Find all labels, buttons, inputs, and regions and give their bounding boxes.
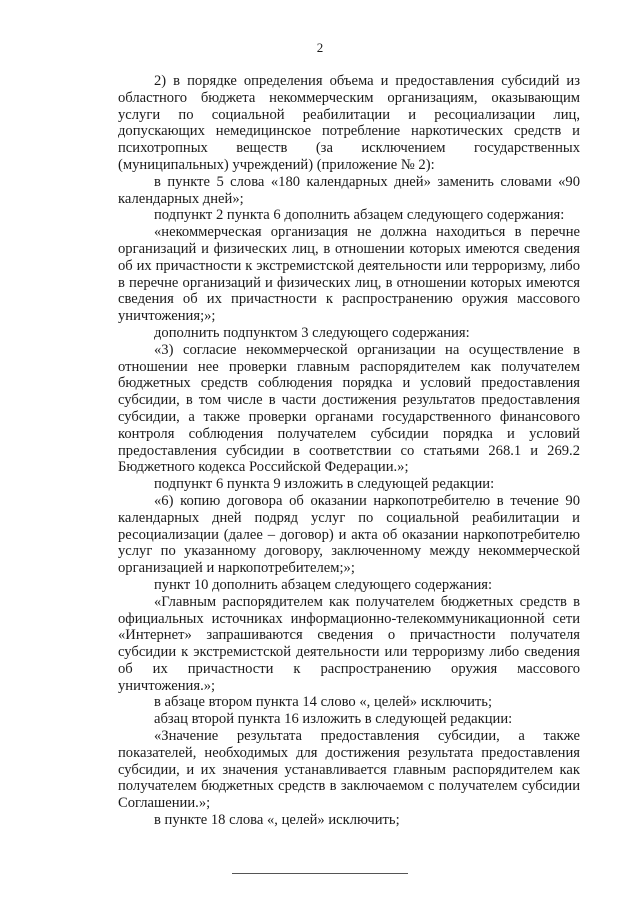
paragraph-subpoint-3-text: «3) согласие некоммерческой организации на осуществление в отношении нее проверки главным распорядителем как получателем бюджетных средств соблюдения порядка и условий предоставления субсидии, в том числе в части достижения результатов предоставления субсидии, а также проверки органами государственного финансового контроля соблюдения получателем субсидии порядка и условий предоставления субсидии в соответствии со статьями 268.1 и 269.2 Бюджетного кодекса Российской Федерации.»; <box>118 341 580 476</box>
paragraph-point-14-change: в абзаце втором пункта 14 слово «, целей» исключить; <box>154 694 492 711</box>
paragraph-point-10-intro: пункт 10 дополнить абзацем следующего содержания: <box>154 576 493 593</box>
paragraph-point-9-text: «6) копию договора об оказании наркопотребителю в течение 90 календарных дней подряд услуг по социальной реабилитации и ресоциализации (далее – договор) и акта об оказании наркопотребителю услуг по указанному договору, заключенному между некоммерческой организацией и наркопотребителем;»; <box>118 492 580 577</box>
paragraph-point-10-text: «Главным распорядителем как получателем бюджетных средств в официальных источниках информационно-телекоммуникационной сети «Интернет» запрашиваются сведения о причастности получателя субсидии к экстремистской деятельности или терроризму либо сведения об их причастности к распространению оружия массового уничтожения.»; <box>118 593 580 694</box>
paragraph-point-6-text: «некоммерческая организация не должна находиться в перечне организаций и физических лиц, в отношении которых имеются сведения об их причастности к экстремистской деятельности или терроризму, либо в перечне организаций и физических лиц, в отношении которых имеются сведения об их причастности к распространению оружия массового уничтожения;»; <box>118 224 580 325</box>
paragraph-point-6-intro: подпункт 2 пункта 6 дополнить абзацем следующего содержания: <box>154 207 565 224</box>
paragraph-point-16-text: «Значение результата предоставления субсидии, а также показателей, необходимых для достижения результата предоставления субсидии, и их значения устанавливается главным распорядителем как получателем бюджетных средств в заключаемом с получателем субсидии Соглашении.»; <box>118 728 580 812</box>
paragraph-point-9-intro: подпункт 6 пункта 9 изложить в следующей редакции: <box>154 476 495 493</box>
paragraph-subpoint-3-intro: дополнить подпунктом 3 следующего содержания: <box>154 324 470 341</box>
paragraph-point-5-change: в пункте 5 слова «180 календарных дней» заменить словами «90 календарных дней»; <box>118 173 580 207</box>
paragraph-item-2: 2) в порядке определения объема и предоставления субсидий из областного бюджета некоммерческим организациям, оказывающим услуги по социальной реабилитации и ресоциализации лиц, допускающих немедицинское потребление наркотических средств и психотропных веществ (за исключением государственных (муниципальных) учреждений) (приложение № 2): <box>118 73 580 173</box>
paragraph-point-16-intro: абзац второй пункта 16 изложить в следующей редакции: <box>154 711 513 728</box>
page-number: 2 <box>316 40 324 55</box>
paragraph-point-18-change: в пункте 18 слова «, целей» исключить; <box>154 812 400 829</box>
footer-divider <box>232 873 408 874</box>
document-body <box>118 73 580 829</box>
